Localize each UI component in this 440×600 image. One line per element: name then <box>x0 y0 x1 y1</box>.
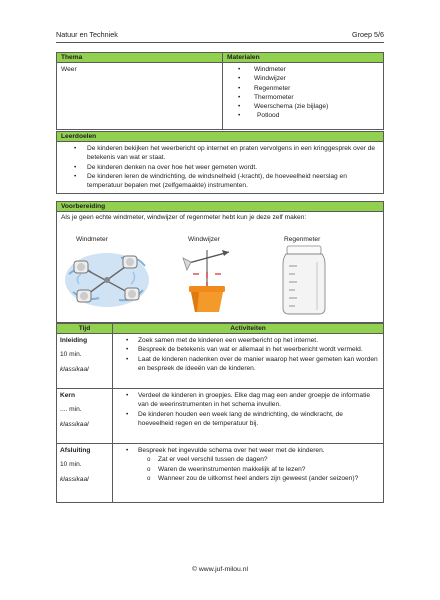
windmeter-illustration <box>61 244 153 314</box>
activiteiten-column-header: Activiteiten <box>230 325 266 332</box>
tijd-cell <box>57 389 113 443</box>
activiteiten-cell <box>113 334 383 388</box>
leerdoelen-heading: Leerdoelen <box>57 132 383 142</box>
table-row <box>57 444 383 502</box>
list-item: • Zoek samen met de kinderen een weerbericht op het internet. <box>113 336 379 345</box>
thema-heading: Thema <box>57 53 222 63</box>
copyright-footer: © www.juf-milou.nl <box>192 566 248 573</box>
activiteiten-cell <box>113 444 383 502</box>
thema-value: Weer <box>61 66 77 73</box>
phase-duration: 10 min. <box>60 351 82 359</box>
regenmeter-label: Regenmeter <box>284 236 321 243</box>
sub-list-item: o Waren de weerinstrumenten makkelijk af te lezen? <box>113 465 379 474</box>
list-item: • De kinderen bekijken het weerbericht op internet en praten vervolgens in een kringgesprek over de betekenis van wat er staat. <box>57 144 379 163</box>
list-item: • Bespreek het ingevulde schema over het weer met de kinderen. <box>113 446 379 455</box>
subject-label: Natuur en Techniek <box>56 30 118 39</box>
tijd-cell <box>57 444 113 502</box>
list-item: • Windwijzer <box>227 74 379 83</box>
list-item: • De kinderen houden een week lang de windrichting, de windkracht, de hoeveelheid regen en de temperatuur bij. <box>113 410 379 429</box>
voorbereiding-table <box>56 201 384 323</box>
sub-question-list <box>113 455 379 483</box>
table-row <box>57 334 383 389</box>
phase-mode: klassikaal <box>60 475 89 483</box>
list-item: • Verdeel de kinderen in groepjes. Elke dag mag een ander groepje de informatie van de weerinstrumenten in het schema invullen. <box>113 391 379 410</box>
leerdoelen-table <box>56 131 384 194</box>
activiteiten-table <box>56 323 384 503</box>
list-item: • Weerschema (zie bijlage) <box>227 102 379 111</box>
list-item: • Bespreek de betekenis van wat er allemaal in het weerbericht wordt vermeld. <box>113 345 379 354</box>
phase-duration: .... min. <box>60 406 82 414</box>
regenmeter-illustration <box>279 244 329 316</box>
activiteiten-header-row <box>57 324 383 334</box>
phase-name: Afsluiting <box>60 447 91 454</box>
materialen-heading: Materialen <box>223 53 383 63</box>
group-label: Groep 5/6 <box>352 30 384 39</box>
phase-mode: klassikaal <box>60 365 89 373</box>
materialen-column <box>223 53 383 129</box>
windwijzer-illustration <box>177 242 237 318</box>
thema-materialen-table <box>56 52 384 130</box>
leerdoelen-list <box>57 144 379 190</box>
sub-list-item: o Zat er veel verschil tussen de dagen? <box>113 455 379 464</box>
list-item: • Thermometer <box>227 93 379 102</box>
sub-list-item: o Wanneer zou de uitkomst heel anders zijn geweest (ander seizoen)? <box>113 474 379 483</box>
list-item: • Potlood <box>227 111 379 120</box>
page-header <box>56 30 384 42</box>
tijd-cell <box>57 334 113 388</box>
materialen-list <box>227 65 379 121</box>
header-divider <box>56 42 384 43</box>
list-item: • De kinderen denken na over hoe het weer gemeten wordt. <box>57 163 379 172</box>
table-row <box>57 389 383 444</box>
activiteiten-cell <box>113 389 383 443</box>
list-item: • Windmeter <box>227 65 379 74</box>
voorbereiding-heading: Voorbereiding <box>57 202 383 212</box>
windwijzer-label: Windwijzer <box>188 236 220 243</box>
phase-mode: klassikaal <box>60 420 89 428</box>
phase-duration: 10 min. <box>60 461 82 469</box>
voorbereiding-intro: Als je geen echte windmeter, windwijzer of regenmeter hebt kun je deze zelf maken: <box>61 214 307 221</box>
thema-column <box>57 53 223 129</box>
tijd-column-header: Tijd <box>57 324 113 333</box>
list-item: • Laat de kinderen nadenken over de manier waarop het weer gemeten kan worden en bespreek de ideeën van de kinderen. <box>113 355 379 374</box>
phase-name: Inleiding <box>60 337 88 344</box>
phase-name: Kern <box>60 392 76 399</box>
list-item: • De kinderen leren de windrichting, de windsnelheid (-kracht), de hoeveelheid neerslag en temperatuur bepalen met (zelfgemaakte) instrumenten. <box>57 172 379 191</box>
list-item: • Regenmeter <box>227 84 379 93</box>
windmeter-label: Windmeter <box>76 236 108 243</box>
